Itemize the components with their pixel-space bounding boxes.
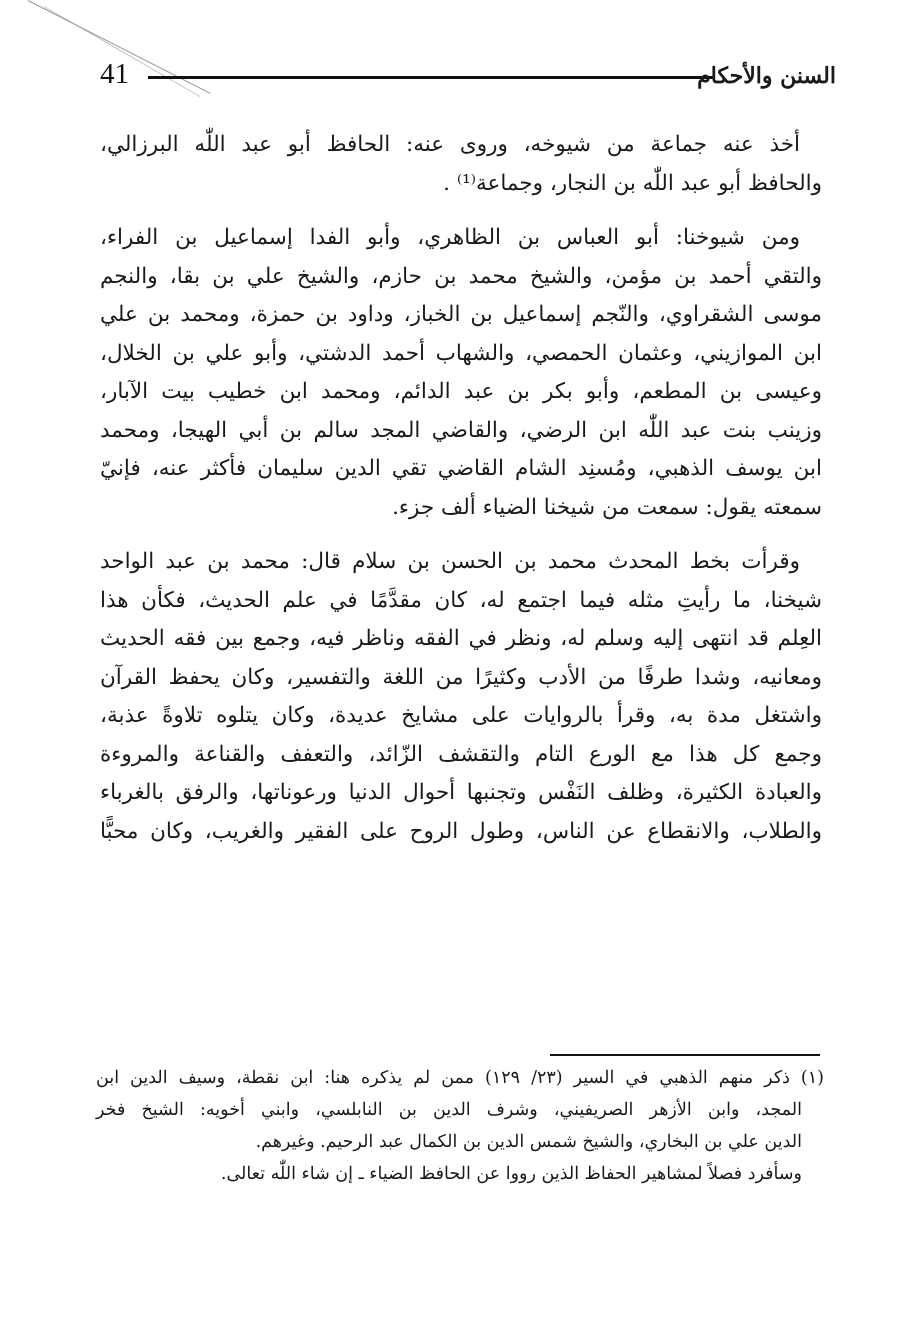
- header-rule: [148, 76, 715, 79]
- text-line: واشتغل مدة به، وقرأ بالروايات على مشايخ عديدة، وكان يتلوه تلاوةً عذبة،: [100, 703, 822, 728]
- text-line: والعبادة الكثيرة، وظلف النَفْس وتجنبها أحوال الدنيا ورعوناتها، والرفق بالغرباء: [100, 780, 822, 805]
- text-line: والتقي أحمد بن مؤمن، والشيخ محمد بن حازم، والشيخ علي بن بقا، والنجم: [100, 263, 822, 289]
- footnotes: [96, 1062, 824, 1190]
- text-line: موسى الشقراوي، والنّجم إسماعيل بن الخباز، وداود بن حمزة، ومحمد بن علي: [100, 302, 822, 327]
- text-line: وعيسى بن المطعم، وأبو بكر بن عبد الدائم، ومحمد ابن خطيب بيت الآبار،: [100, 379, 822, 404]
- text-line: أخذ عنه جماعة من شيوخه، وروى عنه: الحافظ أبو عبد اللّٰه البرزالي،: [100, 132, 800, 157]
- footnote-line: وسأفرد فصلاً لمشاهير الحفاظ الذين رووا عن الحافظ الضياء ـ إن شاء اللّٰه تعالى.: [220, 1164, 802, 1184]
- paragraph: [100, 543, 822, 851]
- text-line: ومعانيه، وشدا طرفًا من الأدب وكثيرًا من اللغة والتفسير، وكان يحفظ القرآن: [100, 664, 822, 690]
- text-line: وقرأت بخط المحدث محمد بن الحسن بن سلام قال: محمد بن عبد الواحد: [100, 549, 800, 574]
- footnote-separator: [550, 1054, 820, 1056]
- main-text: [100, 126, 822, 867]
- paragraph: [100, 126, 822, 203]
- text-line: والطلاب، والانقطاع عن الناس، وطول الروح على الفقير والغريب، وكان محبًّا: [100, 818, 822, 844]
- text-line: وزينب بنت عبد اللّٰه ابن الرضي، والقاضي المجد سالم بن أبي الهيجا، ومحمد: [100, 417, 822, 443]
- text-line: شيخنا، ما رأيتِ مثله فيما اجتمع له، كان مقدَّمًا في علم الحديث، فكأن هذا: [100, 587, 822, 613]
- footnote-line: الدين علي بن البخاري، والشيخ شمس الدين بن الكمال عبد الرحيم. وغيرهم.: [255, 1132, 802, 1152]
- text-line: وجمع كل هذا مع الورع التام والتقشف الزّائد، والتعفف والقناعة والمروءة: [100, 741, 822, 767]
- text-line: ومن شيوخنا: أبو العباس بن الظاهري، وأبو الفدا إسماعيل بن الفراء،: [100, 225, 800, 250]
- text-line: والحافظ أبو عبد اللّٰه بن النجار، وجماعة⁽¹⁾ .: [443, 170, 822, 196]
- text-line: سمعته يقول: سمعت من شيخنا الضياء ألف جزء.: [392, 494, 822, 520]
- footnote-line: المجد، وابن الأزهر الصريفيني، وشرف الدين بن النابلسي، وابني أخويه: الشيخ فخر: [96, 1100, 802, 1120]
- running-title: السنن والأحكام: [697, 63, 836, 89]
- text-line: العِلم قد انتهى إليه وسلم له، ونظر في الفقه وناظر فيه، وجمع بين فقه الحديث: [100, 626, 822, 651]
- text-line: ابن يوسف الذهبي، ومُسنِد الشام القاضي تقي الدين سليمان فأكثر عنه، فإنيّ: [100, 456, 822, 481]
- paragraph: [100, 219, 822, 527]
- footnote-line: (١) ذكر منهم الذهبي في السير (٢٣/ ١٢٩) ممن لم يذكره هنا: ابن نقطة، وسيف الدين ابن: [96, 1068, 824, 1088]
- page-number: 41: [100, 58, 129, 90]
- page-header: [100, 58, 836, 98]
- text-line: ابن الموازيني، وعثمان الحمصي، والشهاب أحمد الدشتي، وأبو علي بن الخلال،: [100, 340, 822, 366]
